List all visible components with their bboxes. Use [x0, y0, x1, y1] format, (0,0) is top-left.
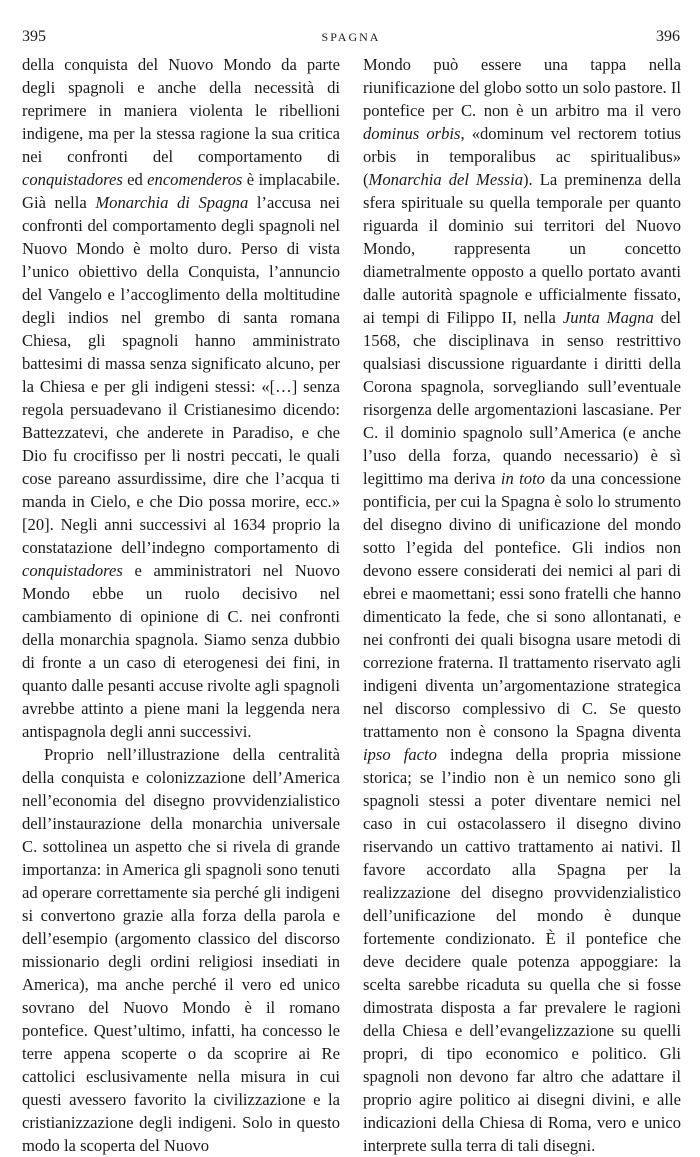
- left-column: [22, 53, 340, 1157]
- italic-text: Monarchia di Spagna: [95, 193, 249, 212]
- text-run: ed: [122, 170, 148, 189]
- right-column: [363, 53, 681, 1157]
- italic-text: Junta Magna: [562, 308, 654, 327]
- text-run: l’accusa nei confronti del comportamento degli spagnoli nel Nuovo Mondo è molto duro. Perso di vista l’unico obiettivo della Conquista, l’annuncio del Vangelo e l’accoglimento della moltitudine degli indios nel grembo di santa romana Chiesa, gli spagnoli hanno amministrato battesimi di massa senza significato alcuno, per la Chiesa e per gli indigeni stessi: «[…] senza regola persuadevano il Cristianesimo dicendo: Battezzatevi, che anderete in Paradiso, e che Dio fu crocifisso per li nostri peccati, le quali cose pareano assurdissime, dire che l’acqua ti manda in Cielo, e che Dio possa morire, ecc.» [20]. Negli anni successivi al 1634 proprio la constatazione dell’indegno comportamento di: [22, 193, 341, 557]
- text-run: indegna della propria missione storica; se l’indio non è un nemico sono gli spagnoli stessi a poter diventare nemici nel caso in cui ostacolassero il disegno divino riservando un cattivo trattamento ai nativi. Il favore accordato alla Spagna per la realizzazione del disegno provvidenzialistico dell’unificazione del mondo è dunque fortemente condizionato. È il pontefice che deve decidere quale potenza appoggiare: la scelta sarebbe ricaduta su quella che si fosse dimostrata disposta a far prevalere le ragioni della Chiesa e dell’evangelizzazione su quelli propri, di tipo economico e politico. Gli spagnoli non devono far altro che adattare il proprio agire politico ai disegni divini, e alle indicazioni della Chiesa di Roma, vero e unico interprete sulla terra di tali disegni.: [363, 745, 681, 1155]
- italic-text: conquistadores: [22, 561, 123, 580]
- running-head-title: SPAGNA: [321, 30, 381, 44]
- paragraph: [22, 743, 340, 1157]
- italic-text: ipso facto: [363, 745, 437, 764]
- page-number-left: 395: [22, 28, 46, 45]
- text-run: è implacabile. Già nella: [22, 170, 340, 212]
- text-run: della conquista del Nuovo Mondo da parte degli spagnoli e anche della necessità di reprimere in maniera violenta le ribellioni indigene, ma per la stessa ragione la sua critica nei confronti del comportamento di: [22, 55, 340, 166]
- italic-text: encomenderos: [147, 170, 243, 189]
- text-run: da una concessione pontificia, per cui la Spagna è solo lo strumento del disegno divino di unificazione del mondo sotto l’egida del pontefice. Gli indios non devono essere considerati dei nemici al pari di ebrei e maomettani; essi sono fratelli che hanno dimenticato la fede, che si sono allontanati, e nei confronti dei quali bisogna usare metodi di correzione fraterna. Il trattamento riservato agli indigeni diventa un’argomentazione strategica nel discorso complessivo di C. Se questo trattamento non è consono la Spagna diventa: [363, 469, 681, 741]
- text-run: Mondo può essere una tappa nella riunificazione del globo sotto un solo pastore. Il pontefice per C. non è un arbitro ma il vero: [363, 55, 681, 120]
- page-number-right: 396: [656, 28, 680, 45]
- italic-text: Monarchia del Messia: [368, 170, 524, 189]
- italic-text: dominus orbis: [363, 124, 461, 143]
- text-run: ). La preminenza della sfera spirituale su quella temporale per quanto riguarda il dominio sui territori del Nuovo Mondo, rappresenta un concetto diametralmente opposto a quello portato avanti dalle autorità spagnole e ufficialmente fissato, ai tempi di Filippo II, nella: [363, 170, 681, 327]
- paragraph: [363, 53, 681, 1157]
- italic-text: conquistadores: [22, 170, 123, 189]
- text-run: e amministratori nel Nuovo Mondo ebbe un ruolo decisivo nel cambiamento di opinione di C. nei confronti della monarchia spagnola. Siamo senza dubbio di fronte a un caso di eterogenesi dei fini, in quanto dalle pesanti accuse rivolte agli spagnoli avrebbe attinto a piene mani la leggenda nera antispagnola degli anni successivi.: [22, 561, 340, 741]
- italic-text: in toto: [500, 469, 545, 488]
- text-run: , «dominum vel rectorem totius orbis in temporalibus ac spiritualibus» (: [363, 124, 681, 189]
- paragraph: [22, 53, 340, 743]
- running-header: [22, 28, 680, 50]
- text-run: Proprio nell’illustrazione della centralità della conquista e colonizzazione dell’America nell’economia del disegno provvidenzialistico dell’instaurazione della monarchia universale C. sottolinea un aspetto che si rivela di grande importanza: in America gli spagnoli sono tenuti ad operare correttamente sia perché gli indigeni si convertono grazie alla forza della parola e dell’esempio (argomento classico del discorso missionario degli ordini religiosi insediati in America), ma anche perché il vero ed unico sovrano del Nuovo Mondo è il romano pontefice. Quest’ultimo, infatti, ha concesso le terre appena scoperte o da scoprire ai Re cattolici esclusivamente nella misura in cui questi avessero favorito la civilizzazione e la cristianizzazione degli indigeni. Solo in questo modo la scoperta del Nuovo: [22, 745, 340, 1155]
- text-run: del 1568, che disciplinava in senso restrittivo qualsiasi discussione riguardante i diritti della Corona spagnola, sorvegliando sull’eventuale risorgenza delle argomentazioni lascasiane. Per C. il dominio spagnolo sull’America (e anche l’uso della forza, quando necessario) è sì legittimo ma deriva: [363, 308, 682, 488]
